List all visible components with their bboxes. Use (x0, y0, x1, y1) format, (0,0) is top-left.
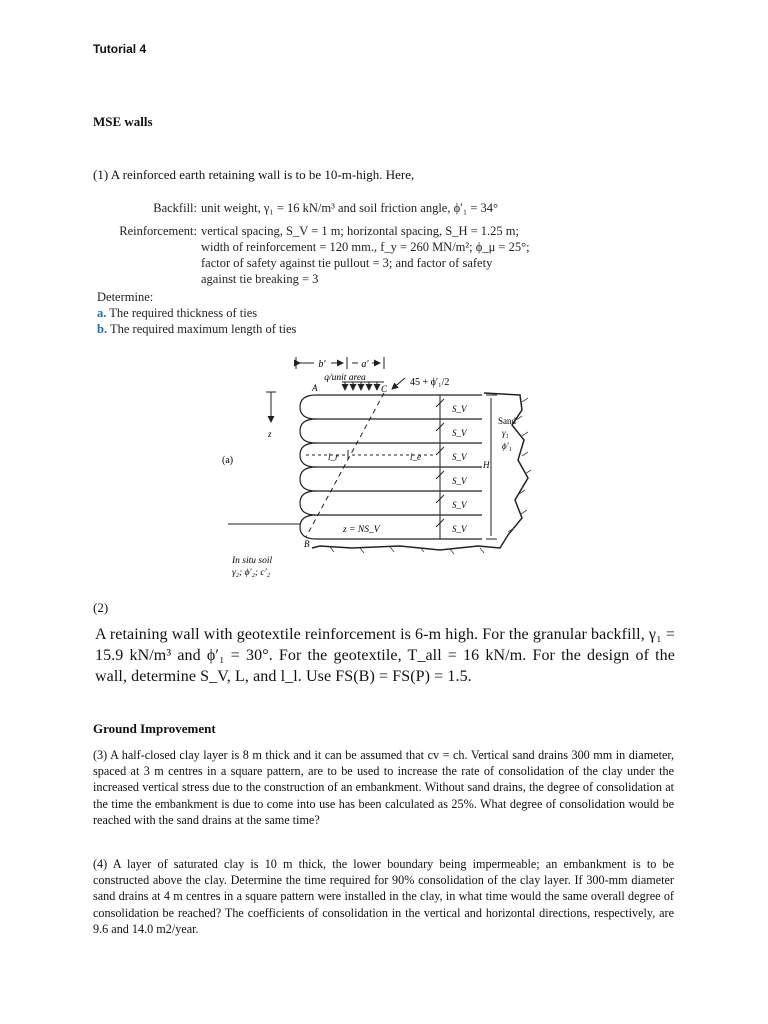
phi1-label: ϕ′₁ (502, 441, 512, 451)
sv-label-6: S_V (452, 524, 467, 534)
reinforced-wall-figure (210, 350, 550, 582)
wall-facing (300, 395, 482, 539)
h-label: H (483, 460, 490, 470)
a-prime-label: a′ (361, 359, 369, 370)
insitu-props: γ₂; ϕ′₂; c′₂ (232, 568, 271, 578)
reinforcement-line-2: width of reinforcement = 120 mm., f_y = 260 MN/m²; ϕ_μ = 25°; (201, 240, 530, 254)
b-prime-label: b′ (318, 359, 326, 370)
item-b (97, 321, 296, 338)
reinforcement-label: Reinforcement: (119, 224, 197, 238)
le-label: l_e (410, 452, 421, 462)
sv-label-1: S_V (452, 404, 467, 414)
question-2-text: A retaining wall with geotextile reinforcement is 6-m high. For the granular backfill, γ₁ = 15.9 kN/m³ and ϕ′₁ = 30°. For the geotextile, T_all = 16 kN/m. For the design of the wall, determine S_V, L, and l_l. Use FS(B) = FS(P) = 1.5. (95, 626, 675, 685)
item-a-letter: a. (97, 306, 107, 320)
point-b-label: B (304, 539, 310, 549)
sv-label-5: S_V (452, 500, 467, 510)
load-arrows (342, 382, 384, 390)
point-c-label: C (381, 384, 388, 394)
backfill-text: unit weight, γ₁ = 16 kN/m³ and soil friction angle, ϕ′₁ = 34° (201, 201, 499, 215)
figure-tag: (a) (222, 455, 234, 466)
sv-label-2: S_V (452, 428, 467, 438)
question-3-text: (3) A half-closed clay layer is 8 m thick and it can be assumed that cv = ch. Vertical sand drains 300 mm in diameter, spaced at 3 m centres in a square pattern, are to be used to increase the rate of consolidation of the clay under the increased vertical stress due to the construction of an embankment. Without sand drains, the degree of consolidation at the time the embankment is due to come into use has been calculated as 25%. What degree of consolidation would be reached with the sand drains at the same time? (93, 748, 674, 827)
angle-label: 45 + ϕ′₁/2 (410, 377, 450, 388)
question-2-number: (2) (93, 600, 109, 615)
item-b-text: The required maximum length of ties (109, 322, 297, 336)
backfill-label: Backfill: (153, 201, 197, 215)
lr-label: l_r (328, 452, 339, 462)
z-label: z (268, 429, 272, 439)
reinforcement-line-4: against tie breaking = 3 (201, 272, 319, 286)
insitu-label: In situ soil (232, 556, 273, 566)
point-a-label: A (312, 383, 318, 393)
gamma1-label: γ₁ (502, 428, 509, 438)
sv-label-4: S_V (452, 476, 467, 486)
sand-label: Sand (498, 416, 516, 426)
section-heading-ground-improvement: Ground Improvement (93, 721, 216, 736)
item-b-letter: b. (97, 322, 108, 336)
item-a (97, 305, 257, 322)
question-1-block (0, 200, 768, 340)
reinforcement-line-3: factor of safety against tie pullout = 3; and factor of safety (201, 256, 493, 270)
page-header: Tutorial 4 (93, 42, 147, 56)
reinforcement-line-1: vertical spacing, S_V = 1 m; horizontal spacing, S_H = 1.25 m; (201, 224, 519, 238)
item-a-text: The required thickness of ties (109, 306, 258, 320)
section-heading-mse: MSE walls (93, 114, 153, 129)
question-4-text: (4) A layer of saturated clay is 10 m thick, the lower boundary being impermeable; an embankment is to be constructed above the clay. Determine the time required for 90% consolidation of the clay layer. If 300-mm diameter sand drains at 4 m centres in a square pattern were installed in the clay, in what time would the same overall degree of consolidation be reached? The coefficients of consolidation in the vertical and horizontal directions, respectively, are 9.6 and 14.0 m2/year. (93, 857, 674, 936)
question-1-intro: (1) A reinforced earth retaining wall is to be 10-m-high. Here, (93, 167, 415, 182)
load-label: q/unit area (324, 373, 366, 383)
z-nsv-label: z = NS_V (343, 525, 380, 535)
determine-label: Determine: (97, 290, 154, 304)
sv-label-3: S_V (452, 452, 467, 462)
